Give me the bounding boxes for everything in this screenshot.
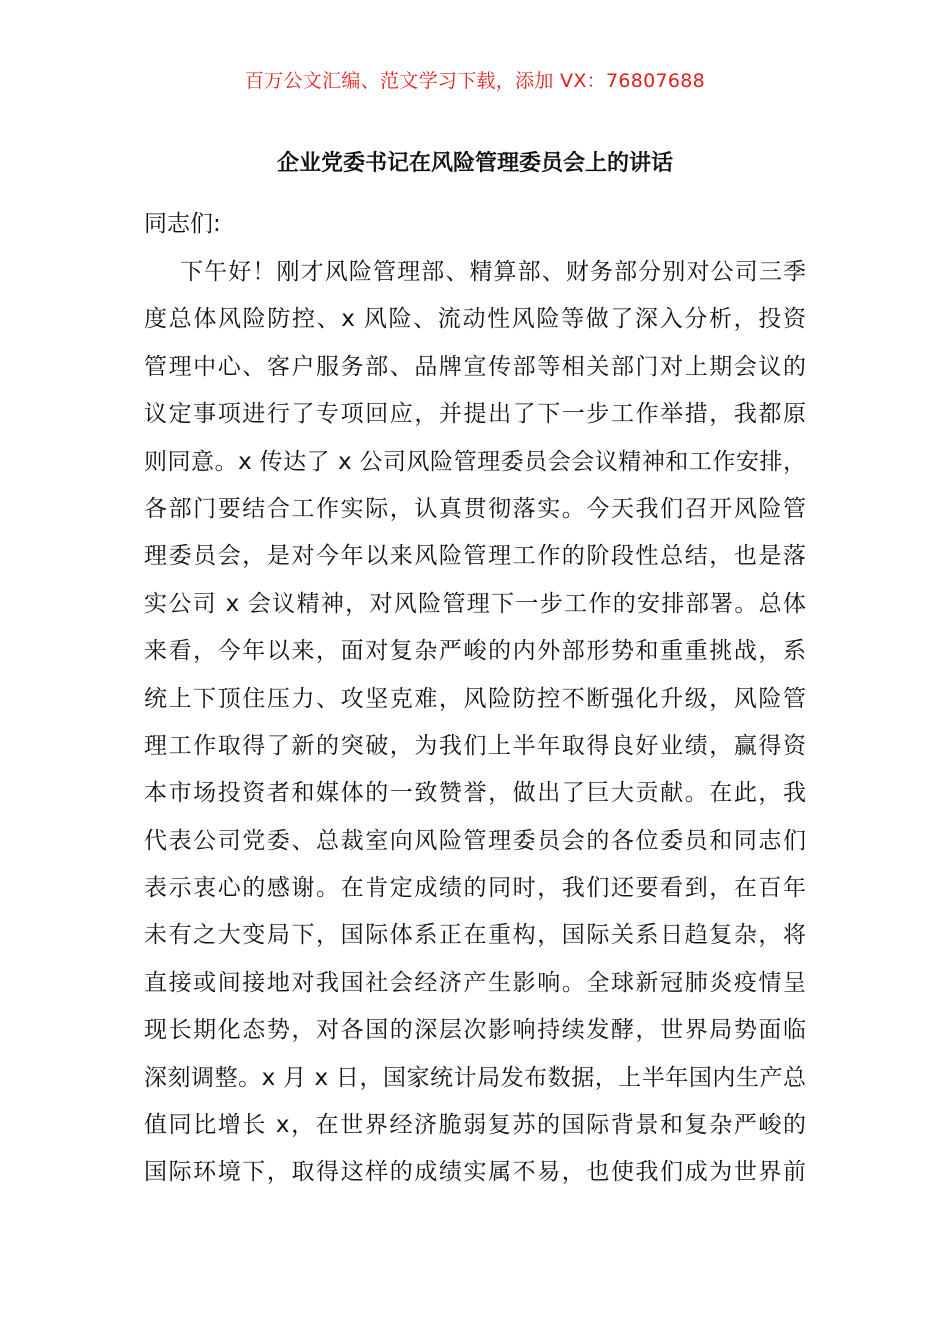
body-line: 则同意。x 传达了 x 公司风险管理委员会会议精神和工作安排， bbox=[144, 448, 806, 475]
speech-body bbox=[144, 249, 806, 1197]
body-line: 现长期化态势，对各国的深层次影响持续发酵，世界局势面临 bbox=[144, 1017, 806, 1044]
body-line: 管理中心、客户服务部、品牌宣传部等相关部门对上期会议的 bbox=[144, 353, 806, 380]
body-line: 值同比增长 x，在世界经济脆弱复苏的国际背景和复杂严峻的 bbox=[144, 1112, 806, 1139]
body-line: 代表公司党委、总裁室向风险管理委员会的各位委员和同志们 bbox=[144, 827, 806, 854]
body-line: 来看，今年以来，面对复杂严峻的内外部形势和重重挑战，系 bbox=[144, 638, 806, 665]
body-line: 实公司 x 会议精神，对风险管理下一步工作的安排部署。总体 bbox=[144, 590, 806, 617]
document-title: 企业党委书记在风险管理委员会上的讲话 bbox=[276, 151, 673, 176]
body-line: 统上下顶住压力、攻坚克难，风险防控不断强化升级，风险管 bbox=[144, 685, 806, 712]
body-line: 国际环境下，取得这样的成绩实属不易，也使我们成为世界前 bbox=[144, 1159, 806, 1186]
salutation: 同志们: bbox=[144, 211, 221, 237]
body-line: 理工作取得了新的突破，为我们上半年取得良好业绩，赢得资 bbox=[144, 732, 806, 759]
body-line: 议定事项进行了专项回应，并提出了下一步工作举措，我都原 bbox=[144, 401, 806, 428]
body-line: 理委员会，是对今年以来风险管理工作的阶段性总结，也是落 bbox=[144, 543, 806, 570]
body-line: 下午好！刚才风险管理部、精算部、财务部分别对公司三季 bbox=[180, 259, 806, 285]
body-line: 直接或间接地对我国社会经济产生影响。全球新冠肺炎疫情呈 bbox=[144, 969, 806, 996]
body-line: 各部门要结合工作实际，认真贯彻落实。今天我们召开风险管 bbox=[144, 495, 806, 522]
body-line: 度总体风险防控、x 风险、流动性风险等做了深入分析，投资 bbox=[144, 306, 806, 333]
body-line: 深刻调整。x 月 x 日，国家统计局发布数据，上半年国内生产总 bbox=[144, 1064, 806, 1091]
body-line: 未有之大变局下，国际体系正在重构，国际关系日趋复杂，将 bbox=[144, 922, 806, 949]
body-line: 表示衷心的感谢。在肯定成绩的同时，我们还要看到，在百年 bbox=[144, 875, 806, 902]
promo-header-note: 百万公文汇编、范文学习下载，添加 VX：76807688 bbox=[244, 70, 706, 92]
body-line: 本市场投资者和媒体的一致赞誉，做出了巨大贡献。在此，我 bbox=[144, 780, 806, 807]
